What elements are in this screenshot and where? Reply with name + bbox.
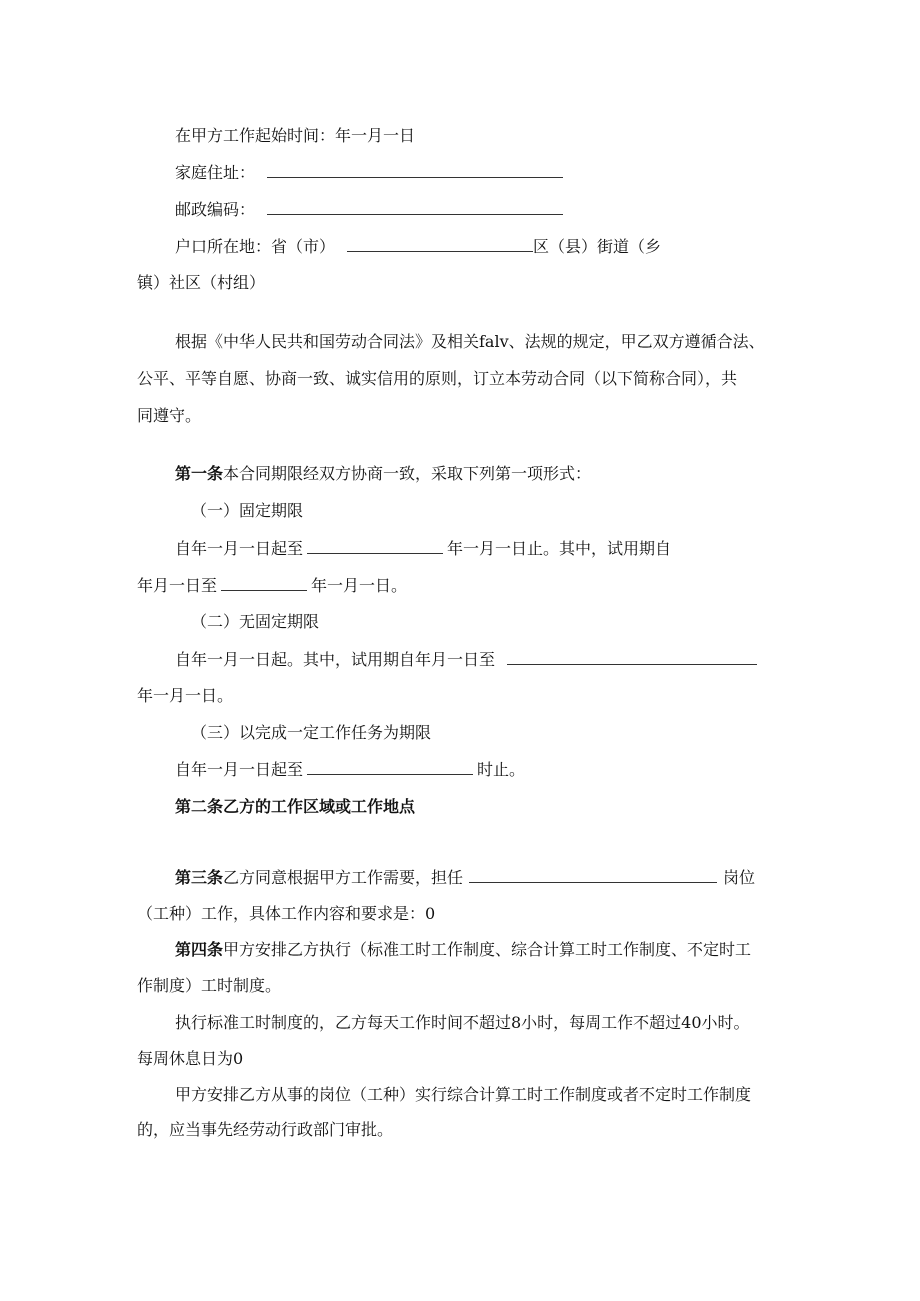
- household-line-cont: 镇）社区（村组）: [137, 273, 266, 292]
- home-address-line: [175, 163, 563, 183]
- option-1-end: 年一月一日止。其中，试用期自: [447, 539, 672, 558]
- option-2-text: 自年一月一日起。其中，试用期自年月一日至: [175, 650, 496, 669]
- option-1-trial-blank[interactable]: [221, 576, 307, 591]
- article-3-tail: 岗位: [723, 868, 756, 887]
- standard-hours-line-2: 每周休息日为0: [137, 1049, 244, 1068]
- option-1-trial-start: 年月一日至: [137, 576, 218, 595]
- article-4-heading: 第四条: [175, 940, 224, 959]
- option-3-start: 自年一月一日起至: [175, 760, 304, 779]
- preamble-line-3: 同遵守。: [137, 406, 202, 425]
- household-blank[interactable]: [347, 237, 533, 252]
- home-address-label: 家庭住址：: [175, 163, 256, 182]
- approval-line-1: 甲方安排乙方从事的岗位（工种）实行综合计算工时工作制度或者不定时工作制度: [175, 1085, 752, 1104]
- approval-line-2: 的，应当事先经劳动行政部门审批。: [137, 1120, 394, 1139]
- article-2: 第二条乙方的工作区域或工作地点: [175, 797, 416, 816]
- option-1-end-blank[interactable]: [307, 539, 443, 554]
- option-1-title: （一）固定期限: [191, 501, 304, 520]
- postal-code-blank[interactable]: [267, 200, 563, 215]
- article-3-text: 乙方同意根据甲方工作需要，担任: [223, 868, 464, 887]
- option-3-line-1: [175, 760, 525, 780]
- option-2-line-1: [175, 650, 757, 670]
- option-1-start: 自年一月一日起至: [175, 539, 304, 558]
- option-3-title: （三）以完成一定工作任务为期限: [191, 723, 432, 742]
- household-label-tail: 区（县）街道（乡: [533, 237, 662, 256]
- preamble-line-2: 公平、平等自愿、协商一致、诚实信用的原则，订立本劳动合同（以下简称合同），共: [137, 369, 738, 388]
- article-3-line-2: （工种）工作，具体工作内容和要求是：0: [137, 904, 436, 923]
- preamble-line-1: 根据《中华人民共和国劳动合同法》及相关falv、法规的规定，甲乙双方遵循合法、: [175, 332, 765, 351]
- article-4-line-2: 作制度）工时制度。: [137, 976, 282, 995]
- option-2-line-2: 年一月一日。: [137, 686, 234, 705]
- article-3-post-blank[interactable]: [469, 868, 717, 883]
- option-3-end: 时止。: [477, 760, 526, 779]
- household-label: 户口所在地：省（市）: [175, 237, 336, 256]
- household-line: [175, 237, 661, 257]
- standard-hours-line-1: 执行标准工时制度的，乙方每天工作时间不超过8小时，每周工作不超过40小时。: [175, 1013, 750, 1032]
- option-1-line-1: [175, 539, 671, 559]
- home-address-blank[interactable]: [267, 163, 563, 178]
- start-time-line: 在甲方工作起始时间：年一月一日: [175, 126, 416, 145]
- article-4-text: 甲方安排乙方执行（标准工时工作制度、综合计算工时工作制度、不定时工: [223, 940, 752, 959]
- article-3-heading: 第三条: [175, 868, 224, 887]
- option-2-title: （二）无固定期限: [191, 612, 320, 631]
- postal-code-line: [175, 200, 563, 220]
- article-1-heading: 第一条: [175, 464, 224, 483]
- article-1-text: 本合同期限经双方协商一致，采取下列第一项形式：: [223, 464, 592, 483]
- option-2-trial-blank[interactable]: [507, 650, 757, 665]
- option-1-trial-end: 年一月一日。: [311, 576, 408, 595]
- article-4: [175, 940, 751, 960]
- postal-code-label: 邮政编码：: [175, 200, 256, 219]
- option-3-end-blank[interactable]: [307, 760, 473, 775]
- article-3: [175, 868, 755, 888]
- option-1-line-2: [137, 576, 407, 596]
- article-1: [175, 464, 591, 484]
